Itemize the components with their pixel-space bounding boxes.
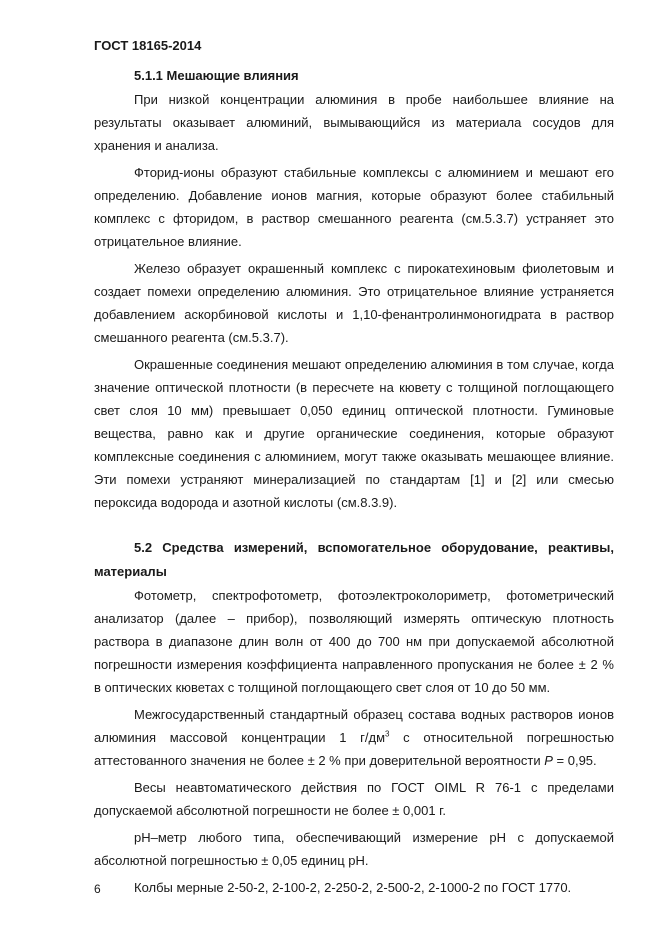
paragraph: Фотометр, спектрофотометр, фотоэлектроколориметр, фотометрический анализатор (далее – прибор), позволяющий измерять оптическую плотность раствора в диапазоне длин волн от 400 до 700 нм при допускаемой абсолютной погрешности измерения коэффициента направленного пропускания не более ± 2 % в оптических кюветах с толщиной поглощающего свет слоя от 10 до 50 мм. bbox=[94, 588, 614, 695]
paragraph: Весы неавтоматического действия по ГОСТ OIML R 76-1 с пределами допускаемой абсолютной погрешности не более ± 0,001 г. bbox=[94, 780, 614, 818]
page-content bbox=[94, 64, 614, 903]
paragraph-text: Межгосударственный стандартный образец состава водных растворов ионов алюминия массовой концентрации 1 г/дм bbox=[94, 707, 614, 745]
paragraph: Колбы мерные 2-50-2, 2-100-2, 2-250-2, 2-500-2, 2-1000-2 по ГОСТ 1770. bbox=[134, 880, 572, 895]
paragraph bbox=[94, 703, 614, 772]
document-header: ГОСТ 18165-2014 bbox=[94, 38, 202, 53]
paragraph: Окрашенные соединения мешают определению алюминия в том случае, когда значение оптической плотности (в пересчете на кювету с толщиной поглощающего свет слоя 10 мм) превышает 0,050 единиц оптической плотности. Гуминовые вещества, равно как и другие органические соединения, которые образуют комплексные соединения с алюминием, могут также оказывать мешающее влияние. Эти помехи устраняют минерализацией по стандартам [1] и [2] или смесью пероксида водорода и азотной кислоты (см.8.3.9). bbox=[94, 357, 614, 510]
paragraph: При низкой концентрации алюминия в пробе наибольшее влияние на результаты оказывает алюминий, вымывающийся из материала сосудов для хранения и анализа. bbox=[94, 92, 614, 153]
section-heading-5-1-1: 5.1.1 Мешающие влияния bbox=[134, 68, 299, 83]
superscript: 3 bbox=[385, 729, 390, 739]
variable-p: P bbox=[544, 753, 553, 768]
section-heading-5-2: 5.2 Средства измерений, вспомогательное оборудование, реактивы, материалы bbox=[94, 540, 614, 579]
paragraph-text: = 0,95. bbox=[552, 753, 597, 768]
paragraph: Железо образует окрашенный комплекс с пирокатехиновым фиолетовым и создает помехи определению алюминия. Это отрицательное влияние устраняется добавлением аскорбиновой кислоты и 1,10-фенантролинмоногидрата в раствор смешанного реагента (см.5.3.7). bbox=[94, 261, 614, 345]
paragraph: pH–метр любого типа, обеспечивающий измерение pH с допускаемой абсолютной погрешностью ± 0,05 единиц pH. bbox=[94, 830, 614, 868]
paragraph: Фторид-ионы образуют стабильные комплексы с алюминием и мешают его определению. Добавление ионов магния, которые образуют более стабильный комплекс с фторидом, в раствор смешанного реагента (см.5.3.7) устраняет это отрицательное влияние. bbox=[94, 165, 614, 249]
paragraph-text: с относительной погрешностью аттестованного значения не более ± 2 % при доверительной вероятности bbox=[94, 730, 614, 768]
page-number: 6 bbox=[94, 882, 101, 896]
